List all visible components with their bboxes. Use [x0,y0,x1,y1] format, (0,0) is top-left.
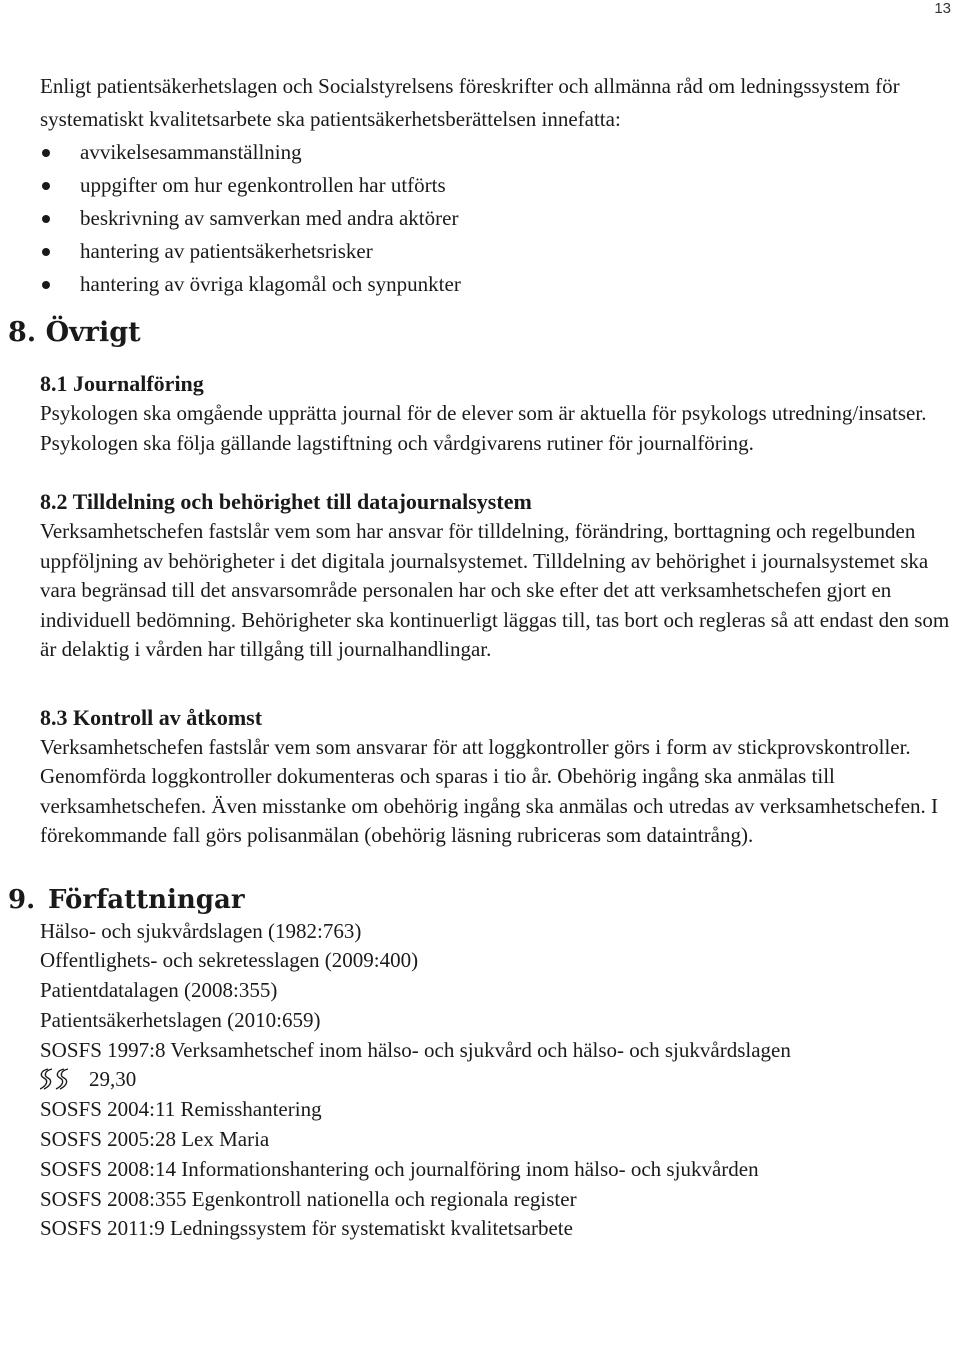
bullet-icon [42,149,50,157]
list-item [40,136,955,169]
subsection-8-2-title: 8.2 Tilldelning och behörighet till datajournalsystem [40,489,532,514]
intro-paragraph: Enligt patientsäkerhetslagen och Socialstyrelsens föreskrifter och allmänna råd om ledningssystem för systematiskt kvalitetsarbete ska patientsäkerhetsberättelsen innefatta: [40,74,900,131]
section-9-heading [8,883,955,917]
page-number: 13 [934,0,951,17]
list-item [40,235,955,268]
bullet-list [40,136,955,301]
law-item: SOSFS 2005:28 Lex Maria [40,1127,270,1152]
list-item-text: beskrivning av samverkan med andra aktörer [80,206,459,230]
law-item: SOSFS 2008:14 Informationshantering och journalföring inom hälso- och sjukvården [40,1156,759,1181]
bullet-icon [42,248,50,256]
section-9-title: Författningar [48,884,245,915]
bullet-icon [42,215,50,223]
bullet-icon [42,281,50,289]
subsection-8-1-title: 8.1 Journalföring [40,371,204,396]
law-item: Patientdatalagen (2008:355) [40,978,278,1003]
law-item-paragraph-ref [40,1065,955,1095]
law-item: SOSFS 2004:11 Remisshantering [40,1097,322,1122]
list-item-text: avvikelsesammanställning [80,140,302,164]
list-item [40,202,955,235]
list-item-text: uppgifter om hur egenkontrollen har utförts [80,173,446,197]
subsection-8-2-text: Verksamhetschefen fastslår vem som har ansvar för tilldelning, förändring, borttagning och regelbunden uppföljning av behörigheter i det digitala journalsystemet. Tilldelning av behörighet i journalsystemet ska vara begränsad till det ansvarsområde personalen har och ske efter det att verksamhetschefen gjort en individuell bedömning. Behörigheter ska kontinuerligt läggas till, tas bort och regleras så att endast den som är delaktig i vården har tillgång till journalhandlingar. [40,519,950,661]
law-item: SOSFS 1997:8 Verksamhetschef inom hälso- och sjukvård och hälso- och sjukvårdslagen [40,1037,791,1062]
law-list [40,917,955,1245]
law-item: SOSFS 2011:9 Ledningssystem för systematiskt kvalitetsarbete [40,1216,573,1241]
law-item: Patientsäkerhetslagen (2010:659) [40,1007,321,1032]
list-item [40,268,955,301]
law-item: Hälso- och sjukvårdslagen (1982:763) [40,918,362,943]
subsection-8-3-text: Verksamhetschefen fastslår vem som ansvarar för att loggkontroller görs i form av stickprovskontroller. Genomförda loggkontroller dokumenteras och sparas i tio år. Obehörig ingång ska anmälas till verksamhetschefen. Även misstanke om obehörig ingång ska anmälas och utredas av verksamhetschefen. I förekommande fall görs polisanmälan (obehörig läsning rubriceras som dataintrång). [40,734,939,847]
law-item: Offentlighets- och sekretesslagen (2009:400) [40,948,419,973]
paragraph-ref-text: 29,30 [89,1067,137,1092]
subsection-8-3 [40,703,955,851]
law-item: SOSFS 2008:355 Egenkontroll nationella och regionala register [40,1186,577,1211]
subsection-8-1 [40,369,955,458]
paragraph-sign-icon [40,1068,76,1090]
subsection-8-3-title: 8.3 Kontroll av åtkomst [40,704,263,730]
section-9-number: 9. [8,884,36,915]
document-body [8,70,955,1244]
subsection-8-1-text: Psykologen ska omgående upprätta journal för de elever som är aktuella för psykologs utredning/insatser. Psykologen ska följa gällande lagstiftning och vårdgivarens rutiner för journalföring. [40,401,927,455]
subsection-8-2 [40,487,955,665]
list-item-text: hantering av patientsäkerhetsrisker [80,239,373,263]
list-item [40,169,955,202]
bullet-icon [42,182,50,190]
section-8-heading: 8. Övrigt [8,317,141,348]
list-item-text: hantering av övriga klagomål och synpunkter [80,272,461,296]
